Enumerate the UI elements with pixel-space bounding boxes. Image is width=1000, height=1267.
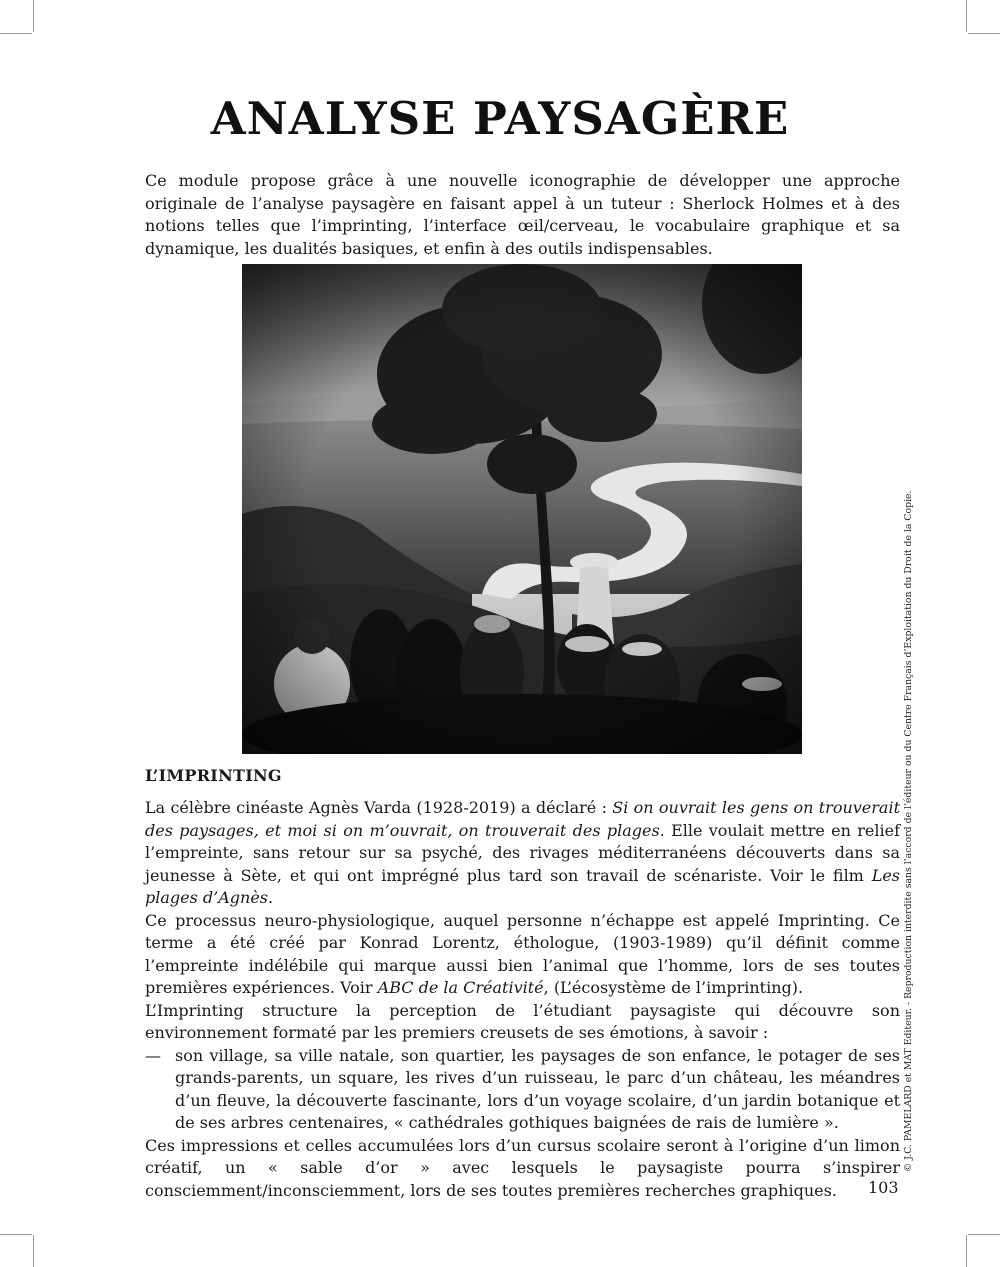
film-title: Les plages d’Agnès xyxy=(145,865,900,907)
section-heading: L’IMPRINTING xyxy=(145,766,282,785)
body-text xyxy=(145,797,900,1202)
intro-paragraph: Ce module propose grâce à une nouvelle iconographie de développer une approche originale de l’analyse paysagère en faisant appel à un tuteur : Sherlock Holmes et à des notions telles que l’imprinting, l’interface œil/cerveau, le vocabulaire graphique et sa dynamique, les dualités basiques, et enfin à des outils indispensables. xyxy=(145,171,900,258)
crop-mark xyxy=(0,1234,32,1235)
varda-quote: Si on ouvrait les gens on trouverait des paysages, et moi si on m’ouvrait, on trouverait des plages xyxy=(145,798,900,840)
book-title: ABC de la Créativité xyxy=(377,978,544,997)
paragraph xyxy=(145,910,900,1000)
landscape-photo xyxy=(242,264,802,754)
text-span: . xyxy=(268,888,274,907)
crop-mark xyxy=(33,1235,34,1267)
text-span: . Elle voulait mettre en relief l’empreinte, sans retour sur sa psyché, des rivages méditerranéens découverts dans sa jeunesse à Sète, et qui ont imprégné plus tard son travail de scénariste. Voir le film xyxy=(145,820,900,885)
copyright-notice: © J.C. PAMELARD et MAT Editeur. - Reproduction interdite sans l’accord de l’éditeur ou du Centre Français d’Exploitation du Droit de la Copie. xyxy=(903,490,914,1172)
crop-mark xyxy=(968,33,1000,34)
crop-mark xyxy=(966,0,967,32)
dash-marker: — xyxy=(145,1045,161,1065)
page-title: ANALYSE PAYSAGÈRE xyxy=(210,92,790,145)
list-item xyxy=(145,1045,900,1135)
page-number: 103 xyxy=(868,1178,899,1197)
crop-mark xyxy=(968,1234,1000,1235)
crop-mark xyxy=(33,0,34,32)
paragraph xyxy=(145,797,900,910)
text-span: Ce processus neuro-physiologique, auquel personne n’échappe est appelé Imprinting. Ce terme a été créé par Konrad Lorentz, éthologue, (1903-1989) qu’il définit comme l’empreinte indélébile qui marque aussi bien l’animal que l’homme, lors de ses toutes premières expériences. Voir xyxy=(145,910,900,997)
text-span: La célèbre cinéaste Agnès Varda (1928-2019) a déclaré : xyxy=(145,798,613,817)
paragraph: L’Imprinting structure la perception de l’étudiant paysagiste qui découvre son environnement formaté par les premiers creusets de ses émotions, à savoir : xyxy=(145,1000,900,1042)
list-item-text: son village, sa ville natale, son quartier, les paysages de son enfance, le potager de ses grands-parents, un square, les rives d’un ruisseau, le parc d’un château, les méandres d’un fleuve, la découverte fascinante, lors d’un voyage scolaire, d’un jardin botanique et de ses arbres centenaires, « cathédrales gothiques baignées de rais de lumière ». xyxy=(175,1045,900,1132)
paragraph: Ces impressions et celles accumulées lors d’un cursus scolaire seront à l’origine d’un limon créatif, un « sable d’or » avec lesquels le paysagiste pourra s’inspirer consciemment/inconsciemment, lors de ses toutes premières recherches graphiques. xyxy=(145,1135,900,1200)
text-span: , (L’écosystème de l’imprinting). xyxy=(543,978,804,997)
crop-mark xyxy=(966,1235,967,1267)
crop-mark xyxy=(0,33,32,34)
